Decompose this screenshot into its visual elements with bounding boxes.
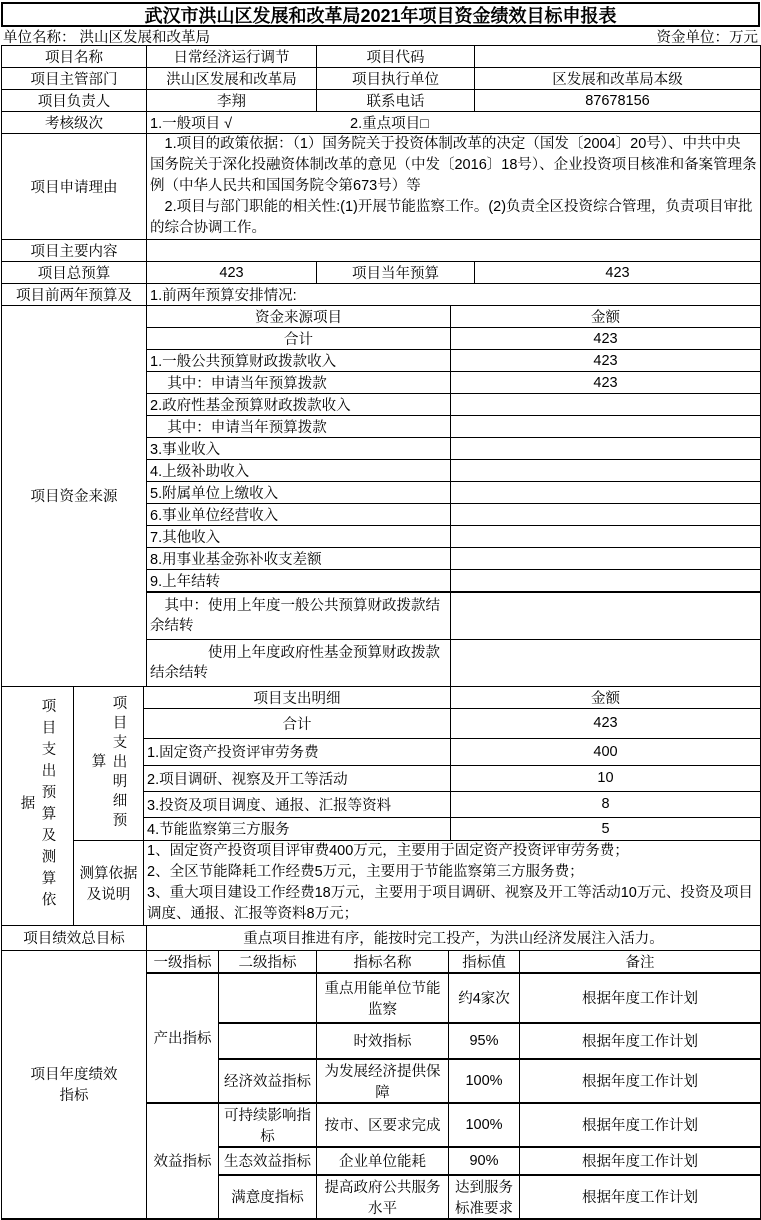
expenditure-row-amount: 400 (451, 738, 761, 765)
year-budget-label: 项目当年预算 (317, 262, 475, 284)
expenditure-row-name: 3.投资及项目调度、通报、汇报等资料 (144, 791, 451, 817)
annual-indicators-table (1, 950, 761, 1220)
basis-label-cell (74, 840, 144, 925)
indicator-level2 (219, 973, 317, 1023)
funding-row-name: 其中：使用上年度一般公共预算财政拨款结余结转 (147, 592, 451, 639)
funding-row-name: 其中：申请当年预算拨款 (147, 416, 451, 438)
assessment-options-cell (147, 112, 761, 134)
basis-line-3: 3、重大项目建设工作经费18万元，主要用于项目调研、视察及开工等活动10万元、投资及项目调度、通报、汇报等资料8万元； (147, 884, 753, 922)
funding-row-amount (451, 394, 761, 416)
indicator-level2: 满意度指标 (219, 1175, 317, 1219)
dept-value: 洪山区发展和改革局 (147, 68, 317, 90)
funding-row-amount (451, 570, 761, 593)
indicator-name: 重点用能单位节能监察 (317, 973, 449, 1023)
indicator-value: 90% (449, 1147, 520, 1175)
indicator-value: 100% (449, 1103, 520, 1147)
funding-row-amount (451, 504, 761, 526)
funding-row-amount (451, 592, 761, 639)
indicator-name: 时效指标 (317, 1023, 449, 1059)
assessment-level-label: 考核级次 (2, 112, 147, 134)
indicator-remark: 根据年度工作计划 (520, 973, 761, 1023)
header-level2: 二级指标 (219, 950, 317, 973)
phone-value: 87678156 (475, 90, 761, 112)
annual-indicators-label: 项目年度绩效指标 (30, 1067, 118, 1104)
main-content-value (147, 240, 761, 262)
indicator-remark: 根据年度工作计划 (520, 1175, 761, 1219)
expenditure-section-label (2, 686, 74, 925)
expenditure-row-name: 4.节能监察第三方服务 (144, 817, 451, 840)
funding-row-amount (451, 460, 761, 482)
key-project-checkbox: 2.重点项目□ (350, 116, 429, 132)
expenditure-row-name: 合计 (144, 708, 451, 738)
project-code-value (475, 46, 761, 68)
funding-row-name: 8.用事业基金弥补收支差额 (147, 548, 451, 570)
expenditure-col-name-header: 项目支出明细 (144, 686, 451, 708)
funding-row-name: 9.上年结转 (147, 570, 451, 593)
funding-sources-table (1, 283, 761, 687)
funding-section-label: 项目资金来源 (2, 306, 147, 687)
basis-text-cell (144, 840, 761, 925)
overall-goal-label: 项目绩效总目标 (2, 925, 147, 950)
unit-name-value: 洪山区发展和改革局 (79, 29, 211, 46)
indicator-value: 95% (449, 1023, 520, 1059)
reason-table (1, 133, 761, 262)
fund-unit-label: 资金单位：万元 (656, 29, 758, 46)
funding-row-name: 2.政府性基金预算财政拨款收入 (147, 394, 451, 416)
leader-value: 李翔 (147, 90, 317, 112)
funding-row-amount (451, 526, 761, 548)
indicator-name: 提高政府公共服务水平 (317, 1175, 449, 1219)
expenditure-detail-vertical-label: 项目支出明细预算 (89, 694, 127, 832)
indicator-remark: 根据年度工作计划 (520, 1147, 761, 1175)
overall-goal-value: 重点项目推进有序，能按时完工投产，为洪山经济发展注入活力。 (147, 925, 761, 950)
funding-row-amount (451, 548, 761, 570)
reason-text-cell (147, 134, 761, 240)
basis-label: 测算依据及说明 (79, 865, 138, 903)
header-remark: 备注 (520, 950, 761, 973)
funding-col-name-header: 资金来源项目 (147, 306, 451, 328)
level1-output-indicators: 产出指标 (147, 973, 219, 1103)
indicator-level2: 生态效益指标 (219, 1147, 317, 1175)
project-code-label: 项目代码 (317, 46, 475, 68)
expenditure-col-amount-header: 金额 (451, 686, 761, 708)
funding-row-amount (451, 639, 761, 686)
expenditure-table (1, 686, 761, 926)
funding-row-name: 合计 (147, 328, 451, 350)
form-subheader (1, 27, 760, 45)
exec-unit-label: 项目执行单位 (317, 68, 475, 90)
level1-benefit-indicators: 效益指标 (147, 1103, 219, 1219)
indicator-remark: 根据年度工作计划 (520, 1023, 761, 1059)
header-indicator-value: 指标值 (449, 950, 520, 973)
project-name-value: 日常经济运行调节 (147, 46, 317, 68)
funding-col-amount-header: 金额 (451, 306, 761, 328)
header-level1: 一级指标 (147, 950, 219, 973)
basis-line-2: 2、全区节能降耗工作经费5万元，主要用于节能监察第三方服务费； (147, 863, 584, 880)
header-indicator-name: 指标名称 (317, 950, 449, 973)
annual-indicators-label-cell (2, 950, 147, 1219)
reason-paragraph-1: 1.项目的政策依据：（1）国务院关于投资体制改革的决定（国发〔2004〕20号）、中共中央 国务院关于深化投融资体制改革的意见（中发〔2016〕18号）、企业投资项目核准和备案管理条例（中华人民共和国国务院令第673号）等 (150, 136, 757, 194)
funding-row-amount: 423 (451, 350, 761, 372)
year-budget-value: 423 (475, 262, 761, 284)
phone-label: 联系电话 (317, 90, 475, 112)
funding-row-name: 7.其他收入 (147, 526, 451, 548)
funding-row-amount (451, 482, 761, 504)
funding-row-amount: 423 (451, 328, 761, 350)
indicator-remark: 根据年度工作计划 (520, 1059, 761, 1103)
funding-row-amount (451, 416, 761, 438)
prev-years-note: 1.前两年预算安排情况: (147, 284, 761, 306)
funding-row-name: 6.事业单位经营收入 (147, 504, 451, 526)
reason-label: 项目申请理由 (2, 134, 147, 240)
reason-paragraph-2: 2.项目与部门职能的相关性:(1)开展节能监察工作。(2)负责全区投资综合管理，负责项目审批的综合协调工作。 (150, 199, 753, 236)
expenditure-vertical-label: 项目支出预算及测算依据 (18, 698, 56, 913)
funding-row-amount (451, 438, 761, 460)
overall-goal-table (1, 925, 761, 951)
total-budget-label: 项目总预算 (2, 262, 147, 284)
indicator-level2: 可持续影响指标 (219, 1103, 317, 1147)
expenditure-detail-label (74, 686, 144, 840)
prev-years-label: 项目前两年预算及 (2, 284, 147, 306)
indicator-name: 为发展经济提供保障 (317, 1059, 449, 1103)
funding-row-amount: 423 (451, 372, 761, 394)
expenditure-row-name: 1.固定资产投资评审劳务费 (144, 738, 451, 765)
total-budget-value: 423 (147, 262, 317, 284)
basic-info-table (1, 45, 761, 134)
dept-label: 项目主管部门 (2, 68, 147, 90)
indicator-value: 100% (449, 1059, 520, 1103)
indicator-value: 达到服务标准要求 (449, 1175, 520, 1219)
unit-name-label: 单位名称： (3, 29, 76, 46)
leader-label: 项目负责人 (2, 90, 147, 112)
indicator-remark: 根据年度工作计划 (520, 1103, 761, 1147)
expenditure-row-amount: 10 (451, 765, 761, 791)
expenditure-row-amount: 8 (451, 791, 761, 817)
budget-table (1, 261, 761, 284)
funding-row-name: 使用上年度政府性基金预算财政拨款结余结转 (147, 639, 451, 686)
funding-row-name: 1.一般公共预算财政拨款收入 (147, 350, 451, 372)
project-name-label: 项目名称 (2, 46, 147, 68)
indicator-level2 (219, 1023, 317, 1059)
form-title: 武汉市洪山区发展和改革局2021年项目资金绩效目标申报表 (1, 2, 760, 27)
exec-unit-value: 区发展和改革局本级 (475, 68, 761, 90)
expenditure-row-amount: 5 (451, 817, 761, 840)
funding-row-name: 3.事业收入 (147, 438, 451, 460)
unit-name-line (3, 26, 210, 47)
funding-row-name: 4.上级补助收入 (147, 460, 451, 482)
funding-row-name: 5.附属单位上缴收入 (147, 482, 451, 504)
expenditure-row-amount: 423 (451, 708, 761, 738)
indicator-name: 按市、区要求完成 (317, 1103, 449, 1147)
general-project-checkbox: 1.一般项目 √ (150, 116, 233, 132)
basis-line-1: 1、固定资产投资项目评审费400万元，主要用于固定资产投资评审劳务费； (147, 842, 629, 859)
main-content-label: 项目主要内容 (2, 240, 147, 262)
indicator-value: 约4家次 (449, 973, 520, 1023)
indicator-level2: 经济效益指标 (219, 1059, 317, 1103)
expenditure-row-name: 2.项目调研、视察及开工等活动 (144, 765, 451, 791)
indicator-name: 企业单位能耗 (317, 1147, 449, 1175)
funding-row-name: 其中：申请当年预算拨款 (147, 372, 451, 394)
